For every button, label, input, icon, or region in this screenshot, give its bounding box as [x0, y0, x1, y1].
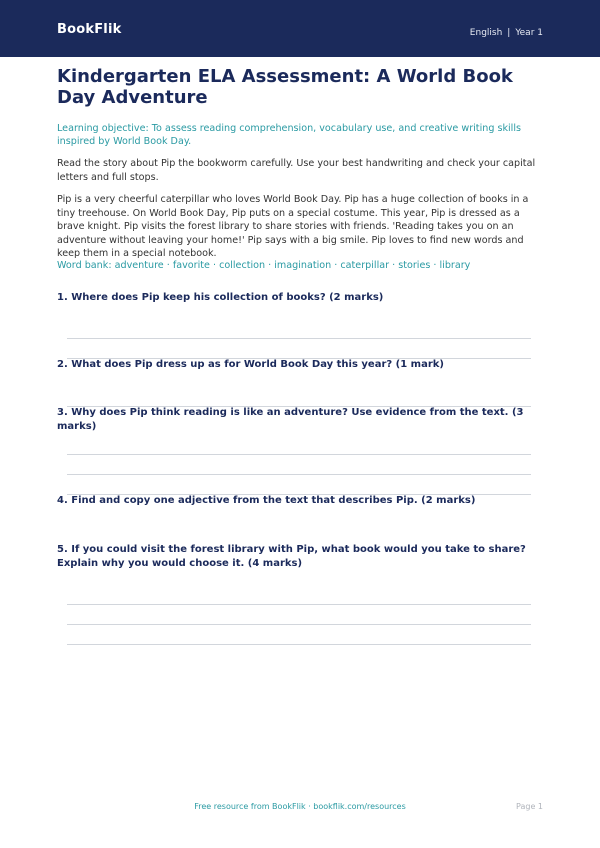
question-5: 5. If you could visit the forest library with Pip, what book would you take to share? Explain why you would choose it. (4 marks): [57, 544, 526, 569]
subject-grade-meta: [470, 28, 543, 38]
word-bank: Word bank: adventure · favorite · collection · imagination · caterpillar · stories · library: [57, 260, 471, 271]
page-header: [0, 0, 600, 57]
footer-credit[interactable]: Free resource from BookFlik · bookflik.com/resources: [194, 802, 406, 811]
question-4: 4. Find and copy one adjective from the text that describes Pip. (2 marks): [57, 495, 476, 506]
instructions-paragraph: Read the story about Pip the bookworm carefully. Use your best handwriting and check your capital letters and full stops.: [57, 158, 536, 183]
page-number: Page 1: [516, 802, 543, 811]
question-3: 3. Why does Pip think reading is like an adventure? Use evidence from the text. (3 marks): [57, 407, 524, 432]
answer-line[interactable]: [67, 474, 531, 475]
story-paragraph: Pip is a very cheerful caterpillar who loves World Book Day. Pip has a huge collection of books in a tiny treehouse. On World Book Day, Pip puts on a special costume. This year, Pip is dressed as a brave knight. Pip visits the forest library to share stories with friends. 'Reading takes you on an adventure without leaving your home!' Pip says with a big smile. Pip loves to find new words and keep them in a special notebook.: [57, 194, 529, 259]
answer-line[interactable]: [67, 624, 531, 625]
brand-logo-text: BookFlik: [57, 22, 122, 37]
learning-objective: Learning objective: To assess reading comprehension, vocabulary use, and creative writing skills inspired by World Book Day.: [57, 123, 522, 147]
grade-label: Year 1: [515, 28, 543, 38]
meta-separator: |: [507, 28, 511, 38]
answer-line[interactable]: [67, 338, 531, 339]
answer-line[interactable]: [67, 604, 531, 605]
page-title: Kindergarten ELA Assessment: A World Book Day Adventure: [57, 66, 513, 108]
answer-line[interactable]: [67, 454, 531, 455]
question-2: 2. What does Pip dress up as for World Book Day this year? (1 mark): [57, 359, 445, 370]
question-1: 1. Where does Pip keep his collection of books? (2 marks): [57, 292, 384, 303]
subject-label: English: [469, 28, 503, 38]
answer-line[interactable]: [67, 644, 531, 645]
